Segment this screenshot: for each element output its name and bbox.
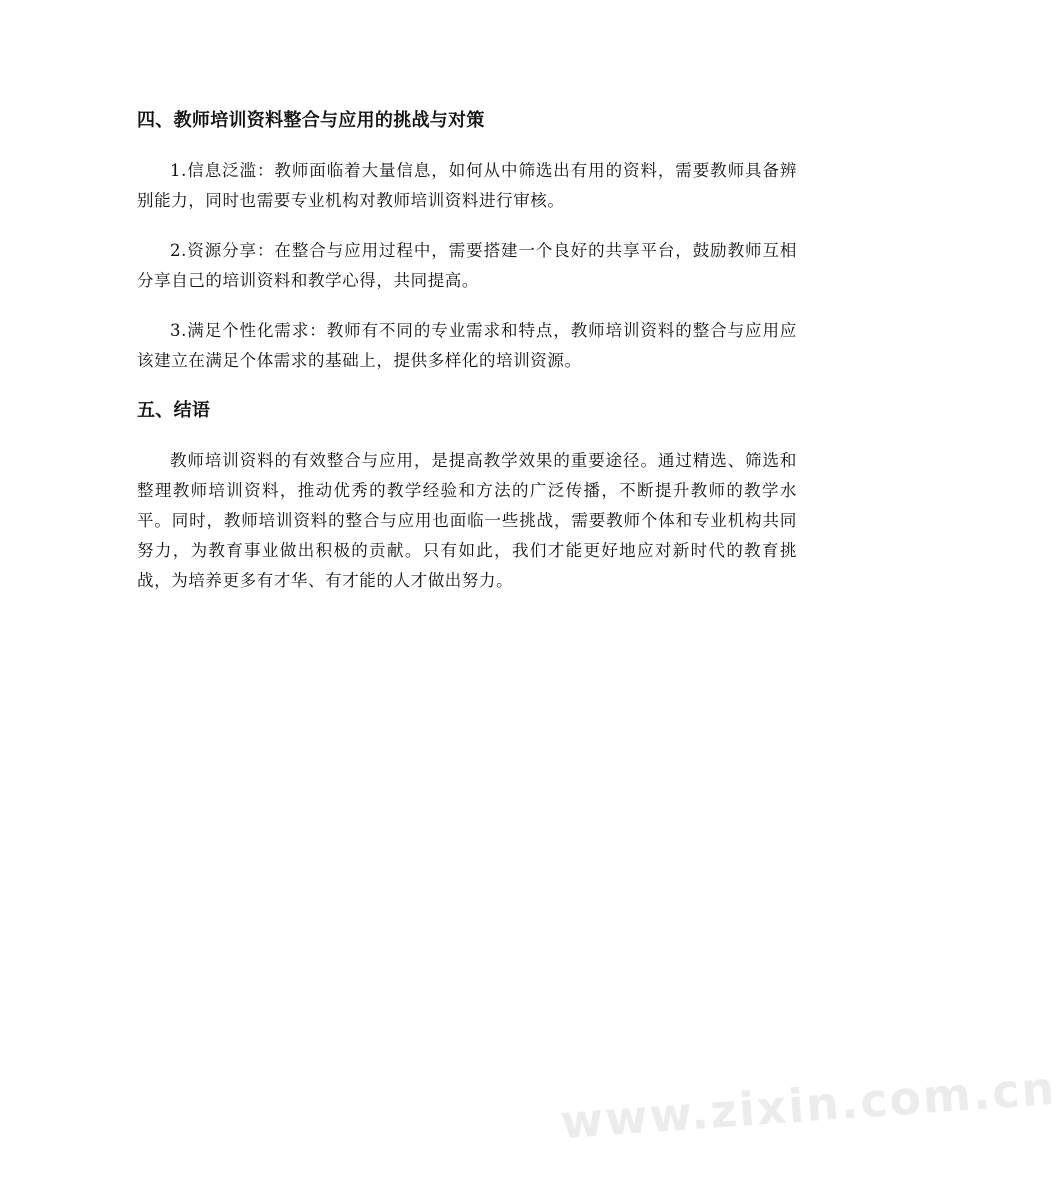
paragraph-conclusion: 教师培训资料的有效整合与应用，是提高教学效果的重要途径。通过精选、筛选和整理教师培训资料，推动优秀的教学经验和方法的广泛传播，不断提升教师的教学水平。同时，教师培训资料的整合与应用也面临一些挑战，需要教师个体和专业机构共同努力，为教育事业做出积极的贡献。只有如此，我们才能更好地应对新时代的教育挑战，为培养更多有才华、有才能的人才做出努力。 [137,451,797,590]
paragraph-personalized-needs: 3.满足个性化需求：教师有不同的专业需求和特点，教师培训资料的整合与应用应该建立在满足个体需求的基础上，提供多样化的培训资源。 [137,321,797,370]
section-heading-conclusion: 五、结语 [137,400,211,421]
document-body [137,106,797,596]
paragraph-resource-sharing: 2.资源分享：在整合与应用过程中，需要搭建一个良好的共享平台，鼓励教师互相分享自己的培训资料和教学心得，共同提高。 [137,241,797,290]
section-heading-challenges: 四、教师培训资料整合与应用的挑战与对策 [137,110,485,131]
watermark-text: www.zixin.com.cn [558,1060,1058,1150]
paragraph-information-overload: 1.信息泛滥：教师面临着大量信息，如何从中筛选出有用的资料，需要教师具备辨别能力，同时也需要专业机构对教师培训资料进行审核。 [137,161,797,210]
